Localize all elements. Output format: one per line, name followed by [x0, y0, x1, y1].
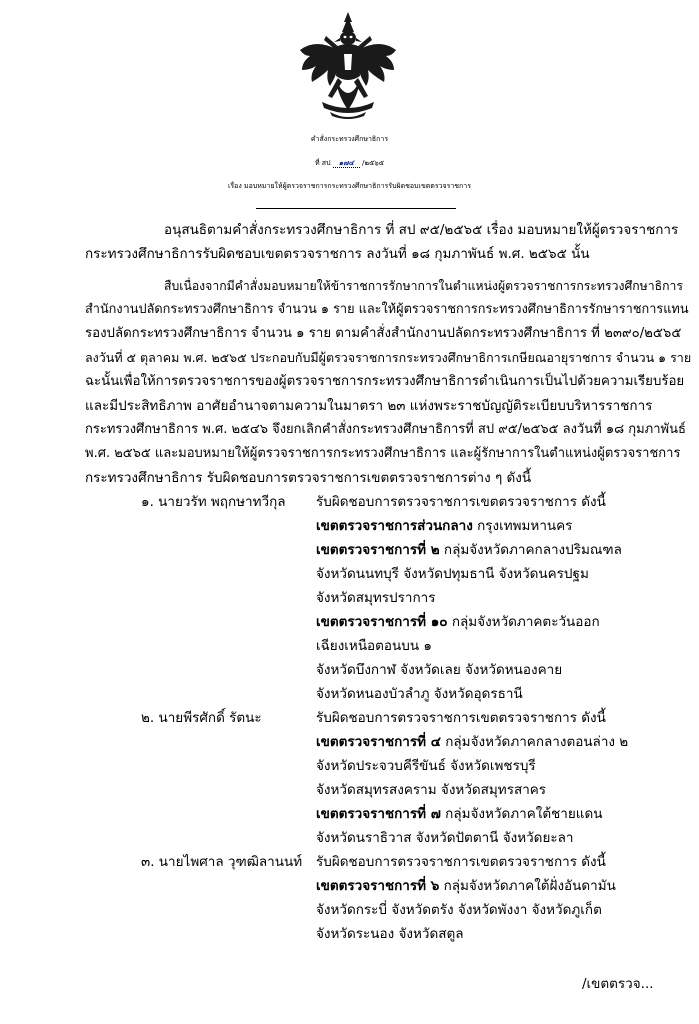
- order-number-prefix: ที่ สป: [314, 159, 331, 167]
- assignment-line: จังหวัดสมุทรสงคราม จังหวัดสมุทรสาคร: [316, 782, 547, 798]
- body-line: และมีประสิทธิภาพ อาศัยอำนาจตามความในมาตรา ๒๓ แห่งพระราชบัญญัติระเบียบบริหารราชการ: [85, 398, 653, 414]
- body-line: อนุสนธิตามคำสั่งกระทรวงศึกษาธิการ ที่ สป ๙๕/๒๕๖๕ เรื่อง มอบหมายให้ผู้ตรวจราชการ: [164, 222, 679, 238]
- assignment-line: จังหวัดสมุทรปราการ: [316, 590, 436, 606]
- assignment-line: จังหวัดระนอง จังหวัดสตูล: [316, 926, 464, 942]
- order-title: คำสั่งกระทรวงศึกษาธิการ: [310, 135, 389, 143]
- body-line: ลงวันที่ ๕ ตุลาคม พ.ศ. ๒๕๖๕ ประกอบกับมีผู้ตรวจราชการกระทรวงศึกษาธิการเกษียณอายุราชการ จำนวน ๑ ราย: [85, 350, 692, 365]
- assignee-name: ๓. นายไพศาล วุฑฒิลานนท์: [141, 854, 303, 870]
- assignment-line: รับผิดชอบการตรวจราชการเขตตรวจราชการ ดังนี้: [316, 710, 606, 726]
- assignment-line: จังหวัดประจวบคีรีขันธ์ จังหวัดเพชรบุรี: [316, 758, 536, 774]
- body-line: สำนักงานปลัดกระทรวงศึกษาธิการ จำนวน ๑ ราย และให้ผู้ตรวจราชการกระทรวงศึกษาธิการรักษาราชการแทน: [85, 302, 689, 317]
- assignment-line: จังหวัดนราธิวาส จังหวัดปัตตานี จังหวัดยะลา: [316, 830, 574, 846]
- order-number-handwritten: ๑๗๔: [333, 159, 360, 168]
- assignment-line: เขตตรวจราชการที่ ๖ กลุ่มจังหวัดภาคใต้ฝั่งอันดามัน: [316, 878, 616, 894]
- order-number: [0, 155, 699, 171]
- order-number-suffix: /๒๕๖๕: [362, 159, 385, 167]
- assignment-line: จังหวัดกระบี่ จังหวัดตรัง จังหวัดพังงา จังหวัดภูเก็ต: [316, 902, 602, 918]
- garuda-emblem: [294, 10, 402, 122]
- order-subject: [0, 178, 699, 194]
- assignee-name: ๒. นายพีรศักดิ์ รัตนะ: [141, 710, 262, 726]
- assignment-line: เขตตรวจราชการที่ ๗ กลุ่มจังหวัดภาคใต้ชายแดน: [316, 806, 603, 822]
- body-line: ฉะนั้นเพื่อให้การตรวจราชการของผู้ตรวจราชการกระทรวงศึกษาธิการดำเนินการเป็นไปด้วยความเรียบร้อย: [85, 374, 685, 389]
- assignment-line: เขตตรวจราชการส่วนกลาง กรุงเทพมหานคร: [316, 518, 573, 534]
- assignment-line: รับผิดชอบการตรวจราชการเขตตรวจราชการ ดังนี้: [316, 854, 606, 870]
- assignment-line: จังหวัดหนองบัวลำภู จังหวัดอุดรธานี: [316, 686, 523, 702]
- subject-text: มอบหมายให้ผู้ตรวจราชการกระทรวงศึกษาธิการรับผิดชอบเขตตรวจราชการ: [244, 182, 471, 190]
- assignee-name: ๑. นายวรัท พฤกษาทวีกุล: [141, 494, 286, 510]
- assignment-line: จังหวัดบึงกาฬ จังหวัดเลย จังหวัดหนองคาย: [316, 662, 563, 678]
- assignment-line: จังหวัดนนทบุรี จังหวัดปทุมธานี จังหวัดนครปฐม: [316, 566, 589, 582]
- body-line: สืบเนื่องจากมีคำสั่งมอบหมายให้ข้าราชการรักษาการในตำแหน่งผู้ตรวจราชการกระทรวงศึกษาธิการ: [164, 279, 683, 293]
- continuation-marker: /เขตตรวจ...: [582, 976, 654, 992]
- subject-label: เรื่อง: [228, 182, 242, 190]
- body-line: รองปลัดกระทรวงศึกษาธิการ จำนวน ๑ ราย ตามคำสั่งสำนักงานปลัดกระทรวงศึกษาธิการ ที่ ๒๓๙๐/๒๕๖๕: [85, 326, 682, 341]
- assignment-line: เฉียงเหนือตอนบน ๑: [316, 638, 432, 654]
- assignment-line: เขตตรวจราชการที่ ๒ กลุ่มจังหวัดภาคกลางปริมณฑล: [316, 542, 622, 558]
- assignment-line: รับผิดชอบการตรวจราชการเขตตรวจราชการ ดังนี้: [316, 494, 606, 510]
- body-line: กระทรวงศึกษาธิการ รับผิดชอบการตรวจราชการเขตตรวจราชการต่าง ๆ ดังนี้: [85, 470, 532, 486]
- body-line: กระทรวงศึกษาธิการ พ.ศ. ๒๕๔๖ จึงยกเลิกคำสั่งกระทรวงศึกษาธิการที่ สป ๙๕/๒๕๖๕ ลงวันที่ ๑๘ กุมภาพันธ์: [85, 422, 686, 437]
- body-line: พ.ศ. ๒๕๖๕ และมอบหมายให้ผู้ตรวจราชการกระทรวงศึกษาธิการ และผู้รักษาการในตำแหน่งผู้ตรวจราชการ: [85, 446, 681, 461]
- header-divider: [256, 208, 456, 209]
- assignment-line: เขตตรวจราชการที่ ๔ กลุ่มจังหวัดภาคกลางตอนล่าง ๒: [316, 734, 629, 750]
- assignment-line: เขตตรวจราชการที่ ๑๐ กลุ่มจังหวัดภาคตะวันออก: [316, 614, 600, 630]
- body-line: กระทรวงศึกษาธิการรับผิดชอบเขตตรวจราชการ ลงวันที่ ๑๘ กุมภาพันธ์ พ.ศ. ๒๕๖๕ นั้น: [85, 246, 590, 262]
